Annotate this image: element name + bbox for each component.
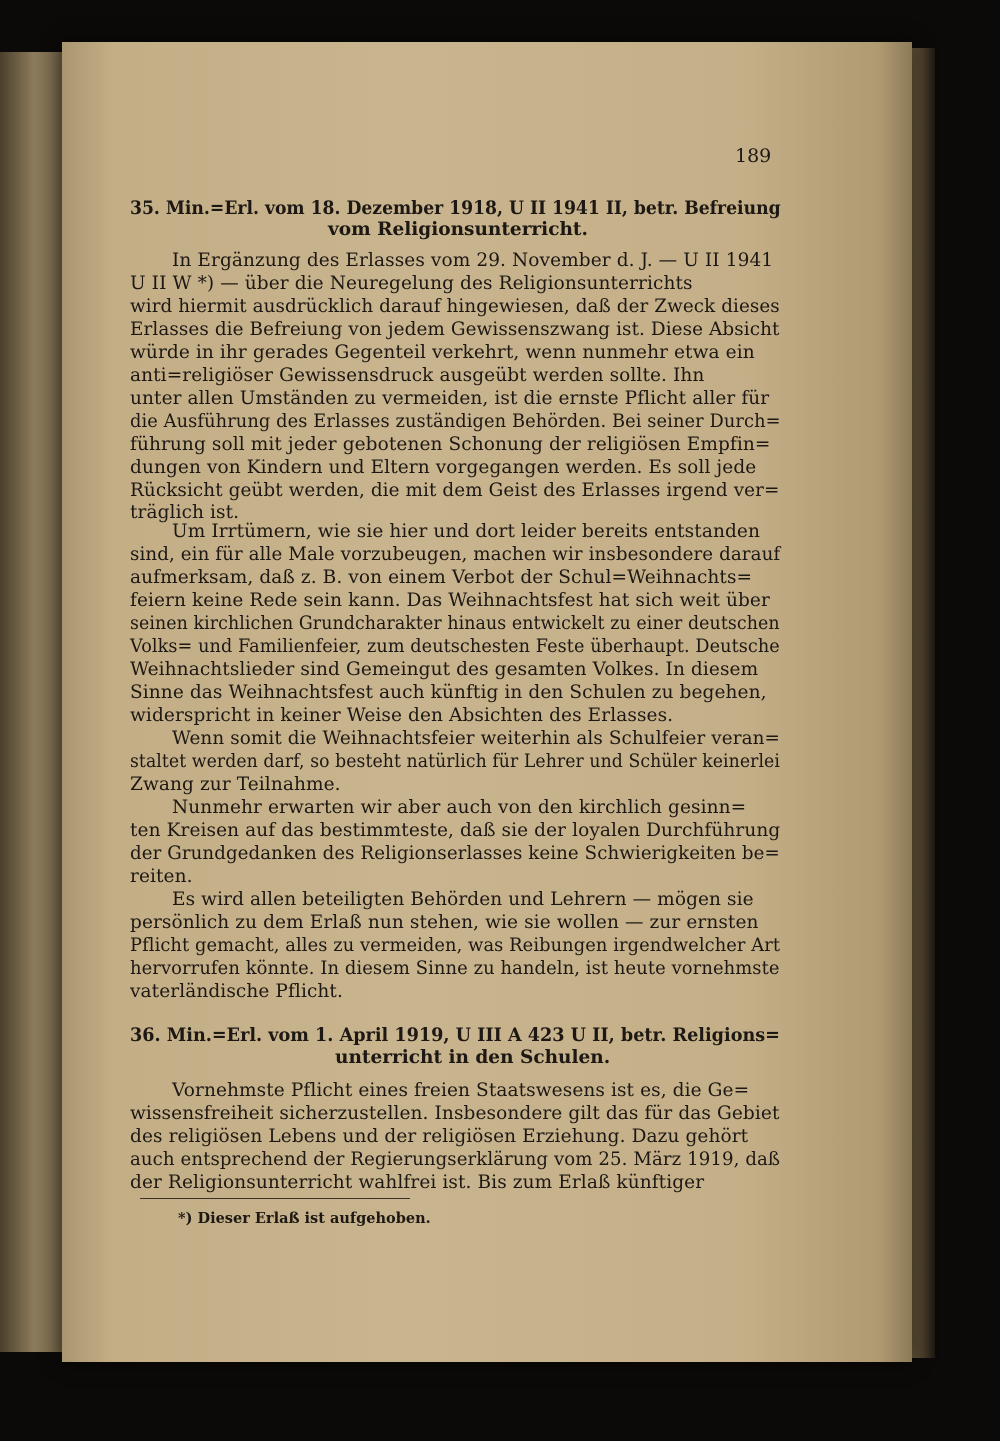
body-line: Zwang zur Teilnahme. [130, 774, 341, 795]
body-line: seinen kirchlichen Grundcharakter hinaus entwickelt zu einer deutschen [130, 613, 780, 634]
body-line: vaterländische Pflicht. [130, 981, 343, 1002]
footnote-rule [140, 1198, 410, 1199]
body-line: Vornehmste Pflicht eines freien Staatswesens ist es, die Ge= [172, 1080, 750, 1101]
section-35-heading-line-1: 35. Min.=Erl. vom 18. Dezember 1918, U II 1941 II, betr. Befreiung [130, 198, 781, 219]
body-line: des religiösen Lebens und der religiösen Erziehung. Dazu gehört [130, 1126, 749, 1147]
body-line: Pflicht gemacht, alles zu vermeiden, was Reibungen irgendwelcher Art [130, 935, 781, 956]
page-number: 189 [735, 145, 772, 167]
body-line: sind, ein für alle Male vorzubeugen, machen wir insbesondere darauf [130, 544, 781, 565]
body-line: Nunmehr erwarten wir aber auch von den kirchlich gesinn= [172, 797, 747, 818]
body-line: staltet werden darf, so besteht natürlich für Lehrer und Schüler keinerlei [130, 751, 780, 772]
section-36-heading-line-2: unterricht in den Schulen. [335, 1047, 611, 1068]
section-36-heading-line-1: 36. Min.=Erl. vom 1. April 1919, U III A 423 U II, betr. Religions= [130, 1025, 780, 1046]
body-line: aufmerksam, daß z. B. von einem Verbot der Schul=Weihnachts= [130, 567, 753, 588]
body-line: Rücksicht geübt werden, die mit dem Geist des Erlasses irgend ver= [130, 480, 780, 501]
body-line: auch entsprechend der Regierungserklärung vom 25. März 1919, daß [130, 1149, 781, 1170]
body-line: reiten. [130, 866, 193, 887]
body-line: Wenn somit die Weihnachtsfeier weiterhin als Schulfeier veran= [172, 728, 781, 749]
body-line: Erlasses die Befreiung von jedem Gewissenszwang ist. Diese Absicht [130, 319, 780, 340]
body-line: wissensfreiheit sicherzustellen. Insbesondere gilt das für das Gebiet [130, 1103, 780, 1124]
body-line: der Religionsunterricht wahlfrei ist. Bis zum Erlaß künftiger [130, 1172, 705, 1193]
body-line: widerspricht in keiner Weise den Absichten des Erlasses. [130, 705, 674, 726]
body-line: träglich ist. [130, 502, 240, 523]
body-line: führung soll mit jeder gebotenen Schonung der religiösen Empfin= [130, 434, 771, 455]
body-line: ten Kreisen auf das bestimmteste, daß sie der loyalen Durchführung [130, 820, 781, 841]
left-page-edge [0, 52, 62, 1352]
section-35-heading-line-2: vom Religionsunterricht. [328, 219, 588, 240]
body-line: die Ausführung des Erlasses zuständigen Behörden. Bei seiner Durch= [130, 411, 781, 432]
footnote: *) Dieser Erlaß ist aufgehoben. [178, 1210, 431, 1227]
body-line: Sinne das Weihnachtsfest auch künftig in den Schulen zu begehen, [130, 682, 767, 703]
body-line: unter allen Umständen zu vermeiden, ist die ernste Pflicht aller für [130, 388, 770, 409]
body-line: U II W *) — über die Neuregelung des Religionsunterrichts [130, 273, 693, 294]
body-line: feiern keine Rede sein kann. Das Weihnachtsfest hat sich weit über [130, 590, 770, 611]
body-line: würde in ihr gerades Gegenteil verkehrt, wenn nunmehr etwa ein [130, 342, 755, 363]
body-line: der Grundgedanken des Religionserlasses keine Schwierigkeiten be= [130, 843, 780, 864]
body-line: dungen von Kindern und Eltern vorgegangen werden. Es soll jede [130, 457, 757, 478]
body-line: wird hiermit ausdrücklich darauf hingewiesen, daß der Zweck dieses [130, 296, 780, 317]
body-line: anti=religiöser Gewissensdruck ausgeübt werden sollte. Ihn [130, 365, 705, 386]
body-line: Um Irrtümern, wie sie hier und dort leider bereits entstanden [172, 521, 760, 542]
body-line: Weihnachtslieder sind Gemeingut des gesamten Volkes. In diesem [130, 659, 759, 680]
body-line: persönlich zu dem Erlaß nun stehen, wie sie wollen — zur ernsten [130, 912, 759, 933]
body-line: Es wird allen beteiligten Behörden und Lehrern — mögen sie [172, 889, 754, 910]
body-line: hervorrufen könnte. In diesem Sinne zu handeln, ist heute vornehmste [130, 958, 780, 979]
body-line: Volks= und Familienfeier, zum deutschesten Feste überhaupt. Deutsche [130, 636, 780, 657]
body-line: In Ergänzung des Erlasses vom 29. November d. J. — U II 1941 [172, 250, 774, 271]
